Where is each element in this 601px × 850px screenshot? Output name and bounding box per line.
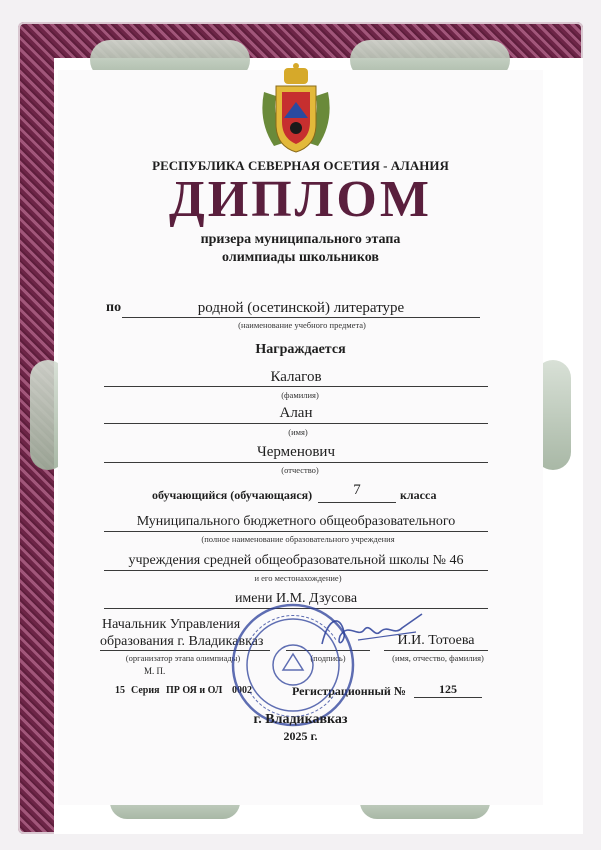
name-caption: (имя) xyxy=(288,427,308,437)
signer-caption-mid: (подпись) xyxy=(310,653,346,663)
footer-city: г. Владикавказ xyxy=(253,712,348,727)
grade-suffix: класса xyxy=(400,488,437,502)
school-line-1: Муниципального бюджетного общеобразовательного xyxy=(136,514,456,529)
school-caption-2: и его местонахождение) xyxy=(254,573,342,583)
registration-label: Регистрационный № xyxy=(292,684,406,698)
signer-position-2: образования г. Владикавказ xyxy=(100,634,264,649)
subject-caption: (наименование учебного предмета) xyxy=(238,320,366,330)
subject-prefix: по xyxy=(106,300,122,315)
coat-of-arms-icon xyxy=(258,62,334,156)
name-value: Алан xyxy=(279,405,313,421)
page-title: ДИПЛОМ xyxy=(169,171,432,228)
subtitle-line-1: призера муниципального этапа xyxy=(200,232,401,247)
school-caption-1: (полное наименование образовательного учреждения xyxy=(201,534,395,544)
surname-caption: (фамилия) xyxy=(281,390,319,400)
awarded-label: Награждается xyxy=(255,342,346,357)
subject-value: родной (осетинской) литературе xyxy=(197,300,405,316)
footer-year: 2025 г. xyxy=(283,729,318,743)
signer-caption-left: (организатор этапа олимпиады) xyxy=(125,653,241,663)
republic-heading: РЕСПУБЛИКА СЕВЕРНАЯ ОСЕТИЯ - АЛАНИЯ xyxy=(152,158,449,173)
seal-place-label: М. П. xyxy=(144,666,166,676)
signer-name: И.И. Тотоева xyxy=(397,633,475,648)
grade-value: 7 xyxy=(353,482,361,498)
signer-position-1: Начальник Управления xyxy=(102,617,241,632)
patronymic-value: Черменович xyxy=(256,444,335,460)
patronymic-caption: (отчество) xyxy=(281,465,319,475)
series-number: 0002 xyxy=(232,685,252,696)
grade-prefix: обучающийся (обучающаяся) xyxy=(152,488,313,502)
handwritten-signature-icon xyxy=(318,608,428,658)
subtitle-line-2: олимпиады школьников xyxy=(222,250,379,265)
school-line-3: имени И.М. Дзусова xyxy=(234,591,358,606)
surname-value: Калагов xyxy=(270,369,322,385)
series-num: 15 xyxy=(115,685,125,696)
signer-caption-right: (имя, отчество, фамилия) xyxy=(392,653,484,663)
series-value: ПР ОЯ и ОЛ xyxy=(166,685,223,696)
series-label: Серия xyxy=(131,685,160,696)
registration-value: 125 xyxy=(439,682,457,696)
school-line-2: учреждения средней общеобразовательной школы № 46 xyxy=(128,553,464,568)
